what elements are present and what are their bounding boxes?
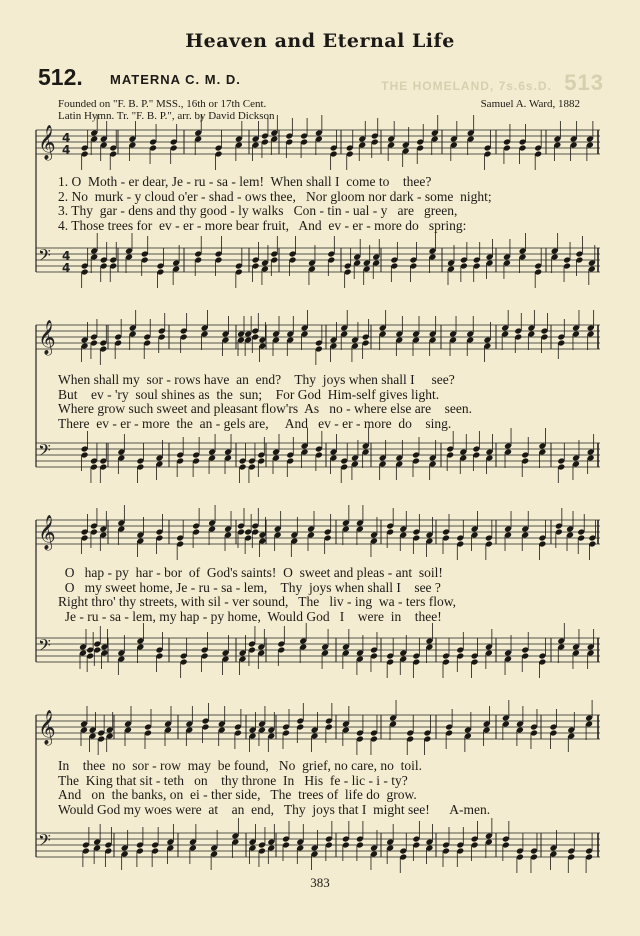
- page-number: 383: [310, 875, 330, 890]
- lyrics-block-2: [58, 373, 598, 431]
- treble-clef-icon: 𝄞: [38, 125, 56, 160]
- lyric-line: Je - ru - sa - lem, my hap - py home, Would God I were in thee!: [58, 608, 442, 624]
- staff: [36, 700, 600, 755]
- lyric-line: Right thro' thy streets, with sil - ver sound, The liv - ing wa - ters flow,: [58, 594, 457, 609]
- staff: [36, 115, 600, 170]
- bleed-through-label: THE HOMELAND, 7s.6s.D.: [381, 79, 552, 93]
- bass-clef-icon: 𝄢: [38, 830, 51, 854]
- lyric-line: In thee no sor - row may be found, No grief, no care, no toil.: [58, 758, 423, 773]
- lyric-line: And on the banks, on ei - ther side, The trees of life do grow.: [58, 787, 417, 802]
- staff: [36, 818, 600, 873]
- hymn-number: 512.: [38, 64, 83, 90]
- staff: [36, 310, 600, 365]
- time-signature-top: 4: [62, 249, 71, 263]
- lyric-line: O hap - py har - bor of God's saints! O sweet and pleas - ant soil!: [58, 565, 443, 580]
- treble-clef-icon: 𝄞: [38, 320, 56, 355]
- lyric-line: Where grow such sweet and pleasant flow'rs As no - where else are seen.: [58, 401, 473, 416]
- lyrics-block-3: [58, 566, 598, 624]
- music-credit: Samuel A. Ward, 1882: [480, 98, 580, 110]
- text-credit-line: Founded on "F. B. P." MSS., 16th or 17th Cent.: [58, 98, 267, 110]
- lyric-line: 1. O Moth - er dear, Je - ru - sa - lem! When shall I come to thee?: [58, 174, 432, 189]
- lyrics-block-4: [58, 759, 598, 817]
- section-title: Heaven and Eternal Life: [185, 30, 455, 52]
- time-signature-bottom: 4: [62, 261, 71, 275]
- treble-clef-icon: 𝄞: [38, 515, 56, 550]
- lyrics-block-1: [58, 175, 598, 233]
- time-signature-top: 4: [62, 131, 71, 145]
- lyric-line: Would God my woes were at an end, Thy joys that I might see! A-men.: [58, 801, 491, 817]
- bleed-through-number: 513: [564, 70, 604, 95]
- bass-clef-icon: 𝄢: [38, 635, 51, 659]
- text-credit: [58, 98, 275, 122]
- lyric-line: But ev - 'ry soul shines as the sun; For God Him-self gives light.: [58, 386, 440, 402]
- staff: [36, 623, 600, 678]
- bass-clef-icon: 𝄢: [38, 245, 51, 269]
- text-credit-line: Latin Hymn. Tr. "F. B. P.", arr. by David Dickson: [58, 110, 275, 122]
- lyric-line: There ev - er - more the an - gels are, And ev - er - more do sing.: [58, 415, 452, 431]
- lyric-line: 2. No murk - y cloud o'er - shad - ows thee, Nor gloom nor dark - some night;: [58, 188, 492, 204]
- treble-clef-icon: 𝄞: [38, 710, 56, 745]
- staff: [36, 233, 600, 288]
- lyric-line: When shall my sor - rows have an end? Thy joys when shall I see?: [58, 372, 455, 387]
- bleed-through-text: [381, 70, 604, 96]
- tune-name: MATERNA C. M. D.: [110, 72, 241, 87]
- time-signature-bottom: 4: [62, 143, 71, 157]
- lyric-line: 4. Those trees for ev - er - more bear fruit, And ev - er - more do spring:: [58, 217, 467, 233]
- lyric-line: O my sweet home, Je - ru - sa - lem, Thy joys when shall I see ?: [58, 579, 441, 595]
- staff: [36, 428, 600, 483]
- staff: [36, 505, 600, 560]
- lyric-line: The King that sit - teth on thy throne In His fe - lic - i - ty?: [58, 772, 408, 788]
- bass-clef-icon: 𝄢: [38, 440, 51, 464]
- lyric-line: 3. Thy gar - dens and thy good - ly walks Con - tin - ual - y are green,: [58, 203, 458, 218]
